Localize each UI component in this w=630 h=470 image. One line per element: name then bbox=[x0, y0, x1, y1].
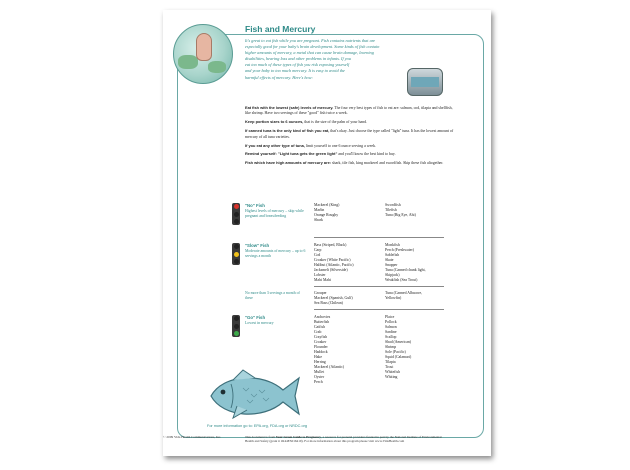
no-fish-list-2: Swordfish Tilefish Tuna (Big Eye, Ahi) bbox=[385, 203, 416, 217]
source-note: This document is from Your Green Guide to Pregnancy, a resource for prenatal providers funded in part by the National Institute of Environmental Health and Safety (grant # 1R44ES016419). For more information about this program please visit www.VidaHealth.com bbox=[245, 435, 442, 444]
slow-fish-label: "Slow" Fish bbox=[245, 243, 270, 248]
guidance-paragraph: Eat fish with the lowest (safe) levels of mercury. The four very best types of fish to eat are: salmon, cod, tilapia and shellfish, like shrimp. Have two servings of these "good" fish twice a week. bbox=[245, 105, 453, 116]
slow-fish-description: Moderate amounts of mercury – up to 6 servings a month bbox=[245, 249, 306, 258]
globe-baby-illustration bbox=[173, 24, 233, 84]
guidance-paragraph: If canned tuna is the only kind of fish you eat, that's okay. Just choose the type called "light" tuna. It has the lowest amount of mercury of all tuna varieties. bbox=[245, 128, 454, 139]
go-fish-label: "Go" Fish bbox=[245, 315, 266, 320]
go-fish-list-1: Anchovies Butterfish Catfish Crab Crayfish Croaker Flounder Haddock Hake Herring Mackerel (Atlantic) Mullet Oyster Perch bbox=[314, 315, 345, 384]
guidance-paragraph: Keep portion sizes to 6 ounces, that is the size of the palm of your hand. bbox=[245, 119, 368, 125]
divider bbox=[314, 309, 444, 310]
guidance-paragraph: If you eat any other type of tuna, limit yourself to one 6 ounce serving a week. bbox=[245, 142, 376, 148]
no-fish-list-1: Mackerel (King) Marlin Orange Roughy Shark bbox=[314, 203, 340, 222]
more-info-links[interactable]: For more information go to: EPA.org, FDA.org or NRDC.org bbox=[207, 424, 307, 428]
guidance-paragraph: Fish which have high amounts of mercury are: shark, tile fish, king mackerel and swordfish. Skip these fish altogether. bbox=[245, 160, 444, 166]
intro-line: It's great to eat fish while you are pregnant. Fish contains nutrients that are bbox=[245, 38, 376, 43]
baby-figure bbox=[196, 33, 212, 61]
guidance-paragraph: Remind yourself: "Light tuna gets the green light" and you'll know the best kind to buy. bbox=[245, 151, 396, 157]
tuna-can-icon bbox=[407, 68, 443, 96]
slow-fish-list-2: Monkfish Perch (Freshwater) Sablefish Skate Snapper Tuna (Canned chunk light, Skipjack) Weakfish (Sea Trout) bbox=[385, 243, 426, 282]
traffic-light-green-icon bbox=[232, 315, 240, 337]
go-fish-list-2: Plaice Pollock Salmon Sardine Scallop Shad (American) Shrimp Sole (Pacific) Squid (Calamari) Tilapia Trout Whitefish Whiting bbox=[385, 315, 412, 379]
fish-illustration bbox=[203, 366, 303, 426]
slow-fish-list-1: Bass (Striped, Black) Carp Cod Croaker (White Pacific) Halibut (Atlantic, Pacific) Jacksmelt (Silverside) Lobster Mahi Mahi bbox=[314, 243, 354, 282]
traffic-light-yellow-icon bbox=[232, 243, 240, 265]
traffic-light-red-icon bbox=[232, 203, 240, 225]
copyright-text: © 2009 Vida Health Communications, Inc. bbox=[163, 435, 222, 439]
no-fish-description: Highest levels of mercury – skip while pregnant and breastfeeding bbox=[245, 209, 304, 218]
go-fish-description: Lowest in mercury bbox=[245, 321, 274, 325]
guidance-text bbox=[245, 105, 455, 169]
limited-fish-list-1: Grouper Mackerel (Spanish, Gulf) Sea Bass (Chilean) bbox=[314, 291, 353, 305]
divider bbox=[314, 286, 444, 287]
intro-line: especially good for your baby's brain development. Some kinds of fish contain bbox=[245, 44, 380, 50]
intro-line: disabilities, hearing loss and other problems in infants. If you bbox=[245, 56, 351, 62]
intro-line: higher amounts of mercury, a metal that can cause brain damage, learning bbox=[245, 50, 374, 56]
no-fish-label: "No" Fish bbox=[245, 203, 265, 208]
intro-line: harmful effects of mercury. Here's how: bbox=[245, 74, 313, 80]
page-title: Fish and Mercury bbox=[245, 24, 316, 34]
intro-line: and your baby to too much mercury. It is easy to avoid the bbox=[245, 68, 345, 74]
limited-fish-list-2: Tuna (Canned Albacore, Yellowfin) bbox=[385, 291, 423, 300]
limited-servings-note: No more than 3 servings a month of these bbox=[245, 291, 300, 300]
intro-text bbox=[245, 38, 415, 81]
intro-line: eat too much of these types of fish you risk exposing yourself bbox=[245, 62, 350, 68]
divider bbox=[314, 237, 444, 238]
flyer-page bbox=[163, 10, 491, 456]
